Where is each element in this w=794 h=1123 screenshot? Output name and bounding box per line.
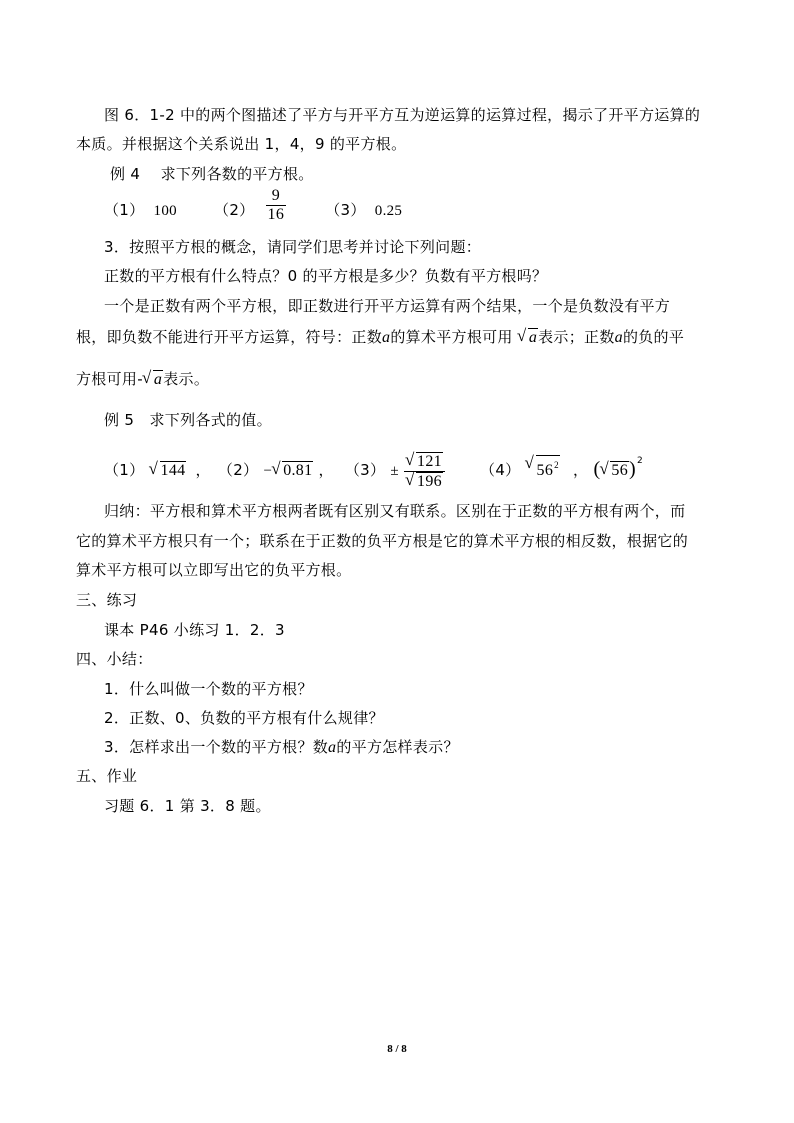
open-paren: ( bbox=[593, 458, 601, 480]
separator: ， bbox=[573, 461, 589, 479]
paragraph-intro-line1: 图 6．1-2 中的两个图描述了平方与开平方互为逆运算的运算过程，揭示了开平方运算的 bbox=[104, 106, 701, 124]
minus-sign: − bbox=[263, 463, 273, 479]
fraction-numerator bbox=[404, 452, 445, 472]
example4-item2-label: （2） bbox=[214, 201, 255, 219]
example4-item1-value: 100 bbox=[153, 203, 177, 219]
answer-line1: 一个是正数有两个平方根，即正数进行开平方运算有两个结果，一个是负数没有平方 bbox=[104, 297, 671, 315]
plus-minus-sign: ± bbox=[390, 463, 399, 479]
example4-fraction bbox=[266, 187, 287, 224]
example5-items bbox=[104, 451, 643, 490]
page-number: 8 / 8 bbox=[387, 1043, 407, 1055]
paragraph-intro-line2: 本质。并根据这个关系说出 1，4，9 的平方根。 bbox=[76, 135, 407, 153]
review-text: 3．怎样求出一个数的平方根？数 bbox=[104, 738, 329, 756]
answer-text: 的算术平方根可用 bbox=[390, 328, 513, 346]
review-item1: 1．什么叫做一个数的平方根？ bbox=[104, 680, 313, 698]
answer-text: 根，即负数不能进行开平方运算，符号：正数 bbox=[76, 328, 383, 346]
heading-summary: 四、小结： bbox=[76, 650, 153, 668]
heading-practice: 三、练习 bbox=[76, 591, 138, 609]
answer-text: 表示。 bbox=[163, 370, 210, 388]
separator: ， bbox=[318, 461, 334, 479]
sqrt-121: √ 121 bbox=[406, 452, 443, 471]
homework-text: 习题 6．1 第 3．8 题。 bbox=[104, 797, 271, 815]
example5-item1-label: （1） bbox=[104, 461, 145, 479]
separator: ， bbox=[195, 461, 211, 479]
summary-line1: 归纳：平方根和算术平方根两者既有区别又有联系。区别在于正数的平方根有两个，而 bbox=[104, 502, 686, 520]
example5-item2-label: （2） bbox=[217, 461, 259, 479]
summary-line3: 算术平方根可以立即写出它的负平方根。 bbox=[76, 561, 352, 579]
variable-a: a bbox=[614, 329, 623, 346]
example4-item3-label: （3） bbox=[325, 201, 366, 219]
answer-line3 bbox=[76, 369, 209, 389]
review-item3 bbox=[104, 737, 459, 758]
example5-item4-label: （4） bbox=[480, 461, 521, 479]
answer-text: 方根可用- bbox=[76, 370, 143, 388]
practice-text: 课本 P46 小练习 1．2．3 bbox=[104, 621, 285, 639]
sqrt-56: √ 56 bbox=[600, 461, 629, 480]
fraction-denominator bbox=[404, 472, 445, 491]
sqrt-196: √ 196 bbox=[406, 472, 443, 491]
section3-title: 3．按照平方根的概念，请同学们思考并讨论下列问题： bbox=[104, 238, 482, 256]
sqrt-0.81: √ 0.81 bbox=[272, 461, 313, 480]
fraction-denominator: 16 bbox=[267, 206, 285, 223]
variable-a: a bbox=[328, 739, 337, 756]
answer-text: 的负的平 bbox=[622, 328, 685, 346]
answer-line2 bbox=[76, 327, 684, 348]
fraction-numerator: 9 bbox=[266, 187, 287, 206]
sqrt-a: √ a bbox=[143, 370, 163, 389]
example5-title: 例 5 求下列各式的值。 bbox=[104, 411, 272, 429]
exponent: 2 bbox=[554, 460, 559, 470]
review-text: 的平方怎样表示？ bbox=[336, 738, 459, 756]
section3-question: 正数的平方根有什么特点？0 的平方根是多少？负数有平方根吗？ bbox=[104, 267, 548, 285]
exponent: 2 bbox=[636, 456, 644, 466]
summary-line2: 它的算术平方根只有一个；联系在于正数的负平方根是它的算术平方根的相反数，根据它的 bbox=[76, 532, 689, 550]
radicand: 56 bbox=[536, 462, 554, 479]
variable-a: a bbox=[382, 329, 391, 346]
example5-item3-label: （3） bbox=[344, 461, 386, 479]
example4-item1-label: （1） bbox=[104, 201, 145, 219]
sqrt-144: √ 144 bbox=[150, 461, 187, 480]
example5-sqrt-fraction bbox=[404, 452, 445, 491]
close-paren: ) bbox=[629, 458, 636, 480]
review-item2: 2．正数、0、负数的平方根有什么规律？ bbox=[104, 709, 384, 727]
answer-text: 表示；正数 bbox=[538, 328, 615, 346]
sqrt-56-squared bbox=[526, 455, 560, 480]
example4-title: 例 4 求下列各数的平方根。 bbox=[110, 165, 314, 183]
heading-homework: 五、作业 bbox=[76, 767, 138, 785]
example4-item3-value: 0.25 bbox=[374, 203, 403, 219]
example4-items bbox=[104, 187, 403, 232]
sqrt-a: √ a bbox=[518, 328, 538, 347]
